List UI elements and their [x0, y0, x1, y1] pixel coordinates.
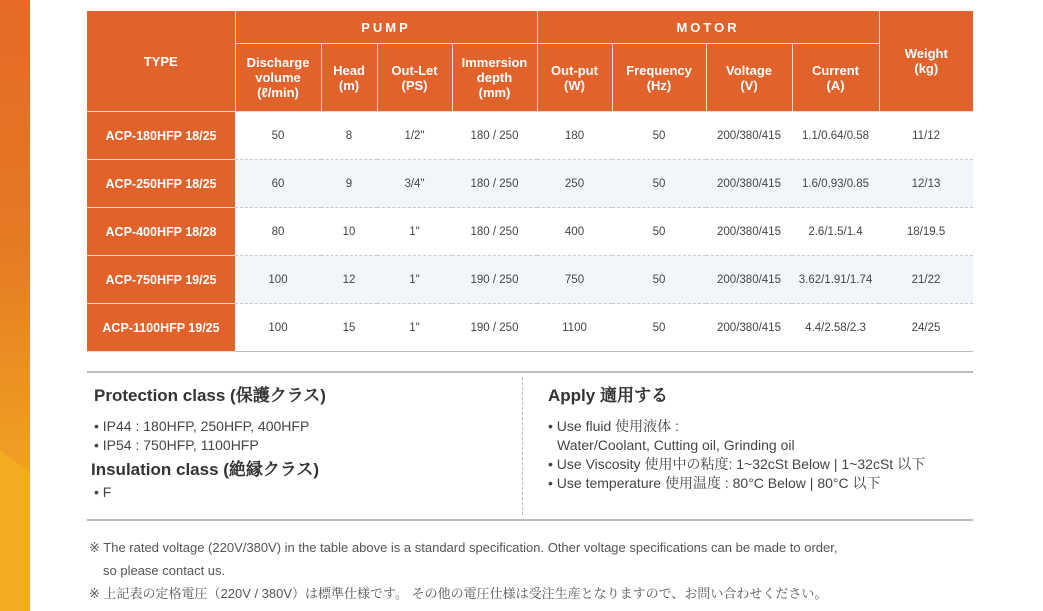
table-cell: 4.4/2.58/2.3 [792, 304, 879, 352]
col-header-line: Head [333, 62, 365, 78]
table-cell: 1" [377, 208, 452, 256]
protection-line: • IP44 : 180HFP, 250HFP, 400HFP [94, 418, 310, 434]
table-cell: 1.1/0.64/0.58 [792, 112, 879, 160]
col-header-line: Discharge [246, 55, 310, 70]
table-cell: 400 [537, 208, 612, 256]
col-header-outlet [377, 44, 452, 112]
spec-table [87, 11, 973, 352]
table-cell: 24/25 [879, 304, 973, 352]
col-header-discharge [235, 44, 321, 112]
table-cell: 12 [321, 256, 377, 304]
info-left-column [91, 385, 514, 502]
table-cell: 180 / 250 [452, 160, 537, 208]
info-box [87, 371, 973, 521]
apply-title: Apply 適用する [548, 386, 668, 405]
col-header-current [792, 44, 879, 112]
footnotes [89, 536, 989, 605]
col-header-frequency [612, 44, 706, 112]
col-header-line: Out-put [551, 62, 598, 78]
type-cell: ACP-250HFP 18/25 [87, 160, 235, 208]
type-cell: ACP-750HFP 19/25 [87, 256, 235, 304]
table-cell: 8 [321, 112, 377, 160]
table-cell: 21/22 [879, 256, 973, 304]
table-cell: 11/12 [879, 112, 973, 160]
apply-line: • Use temperature 使用温度 : 80°C Below | 80°C 以下 [548, 475, 881, 491]
insulation-line: • F [94, 484, 112, 500]
table-cell: 180 / 250 [452, 208, 537, 256]
col-header-unit: (ℓ/min) [257, 85, 299, 100]
col-header-line: volume [255, 70, 301, 85]
table-cell: 50 [612, 160, 706, 208]
col-header-line: Current [812, 62, 859, 78]
table-cell: 9 [321, 160, 377, 208]
table-cell: 15 [321, 304, 377, 352]
table-row [87, 304, 973, 352]
weight-header-unit: (kg) [914, 61, 939, 76]
protection-class-title: Protection class (保護クラス) [94, 386, 326, 405]
table-cell: 180 [537, 112, 612, 160]
table-cell: 250 [537, 160, 612, 208]
type-cell: ACP-180HFP 18/25 [87, 112, 235, 160]
left-accent-notch [0, 450, 30, 611]
weight-header-line: Weight [904, 46, 948, 61]
col-header-unit: (m) [338, 77, 360, 93]
apply-line: • Use fluid 使用液体 : [548, 418, 679, 434]
table-cell: 1.6/0.93/0.85 [792, 160, 879, 208]
table-cell: 200/380/415 [706, 256, 792, 304]
col-header-unit: (V) [740, 77, 758, 93]
table-cell: 50 [612, 208, 706, 256]
col-header-unit: (PS) [401, 77, 428, 93]
table-cell: 18/19.5 [879, 208, 973, 256]
col-header-head [321, 44, 377, 112]
table-cell: 200/380/415 [706, 208, 792, 256]
footnote: ※ 上記表の定格電圧（220V / 380V）は標準仕様です。 その他の電圧仕様は受注生産となりますので、お問い合わせください。 [89, 586, 828, 601]
motor-header: MOTOR [537, 11, 879, 44]
type-cell: ACP-1100HFP 19/25 [87, 304, 235, 352]
apply-line: • Use Viscosity 使用中の粘度: 1~32cSt Below | 1~32cSt 以下 [548, 456, 926, 472]
info-divider [522, 377, 523, 515]
table-cell: 190 / 250 [452, 304, 537, 352]
col-header-line: Immersion [461, 55, 528, 70]
table-cell: 1100 [537, 304, 612, 352]
col-header-unit: (mm) [478, 85, 511, 100]
table-row [87, 112, 973, 160]
weight-header [879, 11, 973, 112]
table-cell: 100 [235, 304, 321, 352]
table-row [87, 256, 973, 304]
pump-header: PUMP [235, 11, 537, 44]
col-header-voltage [706, 44, 792, 112]
table-cell: 1" [377, 304, 452, 352]
table-cell: 50 [612, 112, 706, 160]
table-cell: 50 [612, 256, 706, 304]
table-cell: 180 / 250 [452, 112, 537, 160]
info-right-column [548, 385, 968, 493]
table-cell: 12/13 [879, 160, 973, 208]
table-cell: 1" [377, 256, 452, 304]
table-cell: 2.6/1.5/1.4 [792, 208, 879, 256]
table-cell: 80 [235, 208, 321, 256]
col-header-output [537, 44, 612, 112]
table-cell: 750 [537, 256, 612, 304]
type-cell: ACP-400HFP 18/28 [87, 208, 235, 256]
apply-line: Water/Coolant, Cutting oil, Grinding oil [557, 437, 795, 453]
col-header-line: Out-Let [391, 62, 438, 78]
table-cell: 1/2" [377, 112, 452, 160]
col-header-immersion [452, 44, 537, 112]
table-row [87, 208, 973, 256]
table-cell: 200/380/415 [706, 112, 792, 160]
insulation-class-title: Insulation class (絶縁クラス) [91, 460, 320, 479]
table-cell: 10 [321, 208, 377, 256]
table-cell: 50 [612, 304, 706, 352]
col-header-unit: (W) [564, 77, 585, 93]
col-header-line: Voltage [726, 62, 772, 78]
table-cell: 3.62/1.91/1.74 [792, 256, 879, 304]
protection-line: • IP54 : 750HFP, 1100HFP [94, 437, 259, 453]
table-cell: 100 [235, 256, 321, 304]
col-header-line: depth [476, 70, 513, 85]
footnote: ※ The rated voltage (220V/380V) in the table above is a standard specification. Other voltage specifications can be made to order, [89, 540, 838, 555]
table-cell: 50 [235, 112, 321, 160]
footnote: so please contact us. [103, 563, 226, 578]
table-cell: 200/380/415 [706, 304, 792, 352]
table-cell: 60 [235, 160, 321, 208]
type-header: TYPE [87, 11, 235, 112]
table-cell: 200/380/415 [706, 160, 792, 208]
table-cell: 3/4" [377, 160, 452, 208]
col-header-unit: (A) [826, 77, 845, 93]
col-header-line: Frequency [626, 62, 692, 78]
col-header-unit: (Hz) [646, 77, 672, 93]
table-row [87, 160, 973, 208]
table-cell: 190 / 250 [452, 256, 537, 304]
